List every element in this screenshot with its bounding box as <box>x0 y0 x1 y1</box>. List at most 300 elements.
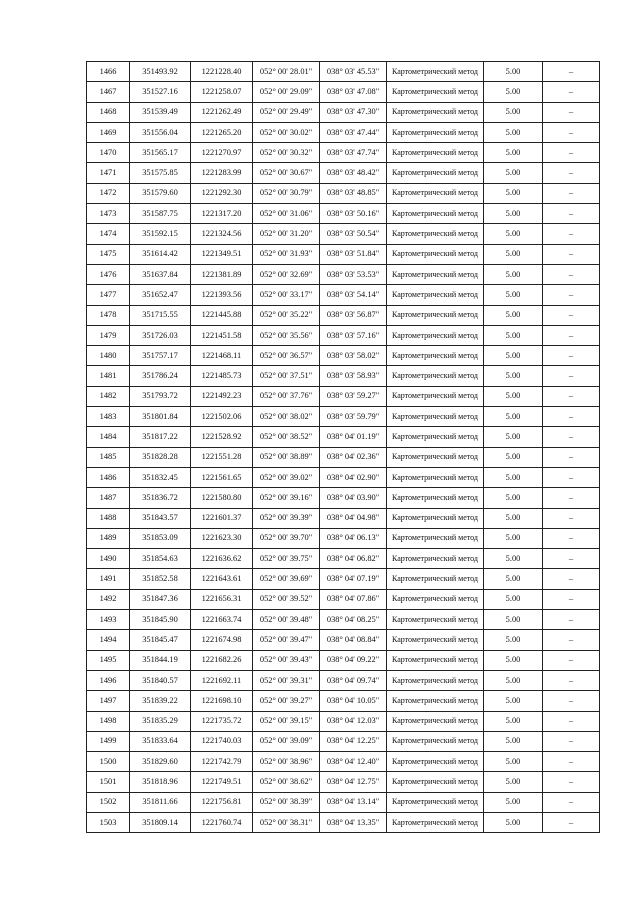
note-cell: – <box>543 285 600 305</box>
point-number-cell: 1500 <box>87 752 130 772</box>
x-coordinate-cell: 351614.42 <box>130 244 191 264</box>
note-cell: – <box>543 589 600 609</box>
table-row <box>87 610 600 630</box>
latitude-cell: 052° 00' 39.16" <box>253 488 320 508</box>
y-coordinate-cell: 1221656.31 <box>191 589 253 609</box>
table-row <box>87 325 600 345</box>
y-coordinate-cell: 1221349.51 <box>191 244 253 264</box>
method-cell: Картометрический метод <box>387 691 484 711</box>
y-coordinate-cell: 1221292.30 <box>191 183 253 203</box>
y-coordinate-cell: 1221623.30 <box>191 528 253 548</box>
table-row <box>87 731 600 751</box>
point-number-cell: 1485 <box>87 447 130 467</box>
accuracy-cell: 5.00 <box>484 467 543 487</box>
table-row <box>87 163 600 183</box>
accuracy-cell: 5.00 <box>484 752 543 772</box>
latitude-cell: 052° 00' 38.89" <box>253 447 320 467</box>
x-coordinate-cell: 351715.55 <box>130 305 191 325</box>
y-coordinate-cell: 1221492.23 <box>191 386 253 406</box>
table-row <box>87 467 600 487</box>
table-row <box>87 528 600 548</box>
note-cell: – <box>543 366 600 386</box>
x-coordinate-cell: 351637.84 <box>130 264 191 284</box>
y-coordinate-cell: 1221674.98 <box>191 630 253 650</box>
y-coordinate-cell: 1221262.49 <box>191 102 253 122</box>
coordinate-table <box>86 61 600 833</box>
point-number-cell: 1502 <box>87 792 130 812</box>
x-coordinate-cell: 351575.85 <box>130 163 191 183</box>
x-coordinate-cell: 351836.72 <box>130 488 191 508</box>
note-cell: – <box>543 630 600 650</box>
x-coordinate-cell: 351829.60 <box>130 752 191 772</box>
point-number-cell: 1472 <box>87 183 130 203</box>
method-cell: Картометрический метод <box>387 792 484 812</box>
latitude-cell: 052° 00' 39.39" <box>253 508 320 528</box>
note-cell: – <box>543 711 600 731</box>
accuracy-cell: 5.00 <box>484 772 543 792</box>
x-coordinate-cell: 351726.03 <box>130 325 191 345</box>
x-coordinate-cell: 351793.72 <box>130 386 191 406</box>
accuracy-cell: 5.00 <box>484 366 543 386</box>
table-row <box>87 204 600 224</box>
y-coordinate-cell: 1221663.74 <box>191 610 253 630</box>
latitude-cell: 052° 00' 37.51" <box>253 366 320 386</box>
accuracy-cell: 5.00 <box>484 670 543 690</box>
method-cell: Картометрический метод <box>387 447 484 467</box>
y-coordinate-cell: 1221258.07 <box>191 82 253 102</box>
note-cell: – <box>543 549 600 569</box>
y-coordinate-cell: 1221740.03 <box>191 731 253 751</box>
longitude-cell: 038° 03' 50.54" <box>320 224 387 244</box>
x-coordinate-cell: 351527.16 <box>130 82 191 102</box>
x-coordinate-cell: 351579.60 <box>130 183 191 203</box>
accuracy-cell: 5.00 <box>484 447 543 467</box>
accuracy-cell: 5.00 <box>484 508 543 528</box>
method-cell: Картометрический метод <box>387 102 484 122</box>
latitude-cell: 052° 00' 39.43" <box>253 650 320 670</box>
latitude-cell: 052° 00' 29.09" <box>253 82 320 102</box>
accuracy-cell: 5.00 <box>484 589 543 609</box>
note-cell: – <box>543 163 600 183</box>
y-coordinate-cell: 1221283.99 <box>191 163 253 183</box>
table-row <box>87 62 600 82</box>
longitude-cell: 038° 04' 02.36" <box>320 447 387 467</box>
table-row <box>87 244 600 264</box>
latitude-cell: 052° 00' 39.52" <box>253 589 320 609</box>
method-cell: Картометрический метод <box>387 670 484 690</box>
method-cell: Картометрический метод <box>387 528 484 548</box>
longitude-cell: 038° 04' 09.22" <box>320 650 387 670</box>
x-coordinate-cell: 351539.49 <box>130 102 191 122</box>
method-cell: Картометрический метод <box>387 143 484 163</box>
y-coordinate-cell: 1221756.81 <box>191 792 253 812</box>
table-row <box>87 630 600 650</box>
y-coordinate-cell: 1221742.79 <box>191 752 253 772</box>
table-row <box>87 650 600 670</box>
note-cell: – <box>543 264 600 284</box>
table-row <box>87 772 600 792</box>
table-row <box>87 102 600 122</box>
longitude-cell: 038° 03' 47.08" <box>320 82 387 102</box>
x-coordinate-cell: 351565.17 <box>130 143 191 163</box>
latitude-cell: 052° 00' 30.67" <box>253 163 320 183</box>
longitude-cell: 038° 04' 03.90" <box>320 488 387 508</box>
longitude-cell: 038° 03' 59.79" <box>320 407 387 427</box>
accuracy-cell: 5.00 <box>484 346 543 366</box>
y-coordinate-cell: 1221445.88 <box>191 305 253 325</box>
method-cell: Картометрический метод <box>387 285 484 305</box>
method-cell: Картометрический метод <box>387 610 484 630</box>
point-number-cell: 1481 <box>87 366 130 386</box>
longitude-cell: 038° 03' 48.42" <box>320 163 387 183</box>
latitude-cell: 052° 00' 38.39" <box>253 792 320 812</box>
y-coordinate-cell: 1221682.26 <box>191 650 253 670</box>
latitude-cell: 052° 00' 38.02" <box>253 407 320 427</box>
x-coordinate-cell: 351818.96 <box>130 772 191 792</box>
longitude-cell: 038° 04' 07.19" <box>320 569 387 589</box>
method-cell: Картометрический метод <box>387 589 484 609</box>
note-cell: – <box>543 346 600 366</box>
x-coordinate-cell: 351587.75 <box>130 204 191 224</box>
table-row <box>87 711 600 731</box>
longitude-cell: 038° 03' 47.44" <box>320 122 387 142</box>
table-row <box>87 407 600 427</box>
note-cell: – <box>543 447 600 467</box>
method-cell: Картометрический метод <box>387 122 484 142</box>
table-row <box>87 812 600 832</box>
latitude-cell: 052° 00' 38.52" <box>253 427 320 447</box>
longitude-cell: 038° 03' 58.02" <box>320 346 387 366</box>
longitude-cell: 038° 04' 12.40" <box>320 752 387 772</box>
coordinate-table-page <box>86 61 599 833</box>
x-coordinate-cell: 351801.84 <box>130 407 191 427</box>
table-row <box>87 488 600 508</box>
table-row <box>87 752 600 772</box>
note-cell: – <box>543 244 600 264</box>
accuracy-cell: 5.00 <box>484 122 543 142</box>
latitude-cell: 052° 00' 38.96" <box>253 752 320 772</box>
method-cell: Картометрический метод <box>387 549 484 569</box>
point-number-cell: 1493 <box>87 610 130 630</box>
accuracy-cell: 5.00 <box>484 285 543 305</box>
latitude-cell: 052° 00' 31.20" <box>253 224 320 244</box>
y-coordinate-cell: 1221760.74 <box>191 812 253 832</box>
accuracy-cell: 5.00 <box>484 812 543 832</box>
accuracy-cell: 5.00 <box>484 224 543 244</box>
table-row <box>87 82 600 102</box>
longitude-cell: 038° 03' 53.53" <box>320 264 387 284</box>
latitude-cell: 052° 00' 39.75" <box>253 549 320 569</box>
longitude-cell: 038° 03' 57.16" <box>320 325 387 345</box>
point-number-cell: 1499 <box>87 731 130 751</box>
latitude-cell: 052° 00' 30.02" <box>253 122 320 142</box>
x-coordinate-cell: 351493.92 <box>130 62 191 82</box>
method-cell: Картометрический метод <box>387 346 484 366</box>
x-coordinate-cell: 351840.57 <box>130 670 191 690</box>
accuracy-cell: 5.00 <box>484 386 543 406</box>
y-coordinate-cell: 1221451.58 <box>191 325 253 345</box>
point-number-cell: 1501 <box>87 772 130 792</box>
point-number-cell: 1483 <box>87 407 130 427</box>
accuracy-cell: 5.00 <box>484 264 543 284</box>
latitude-cell: 052° 00' 31.06" <box>253 204 320 224</box>
x-coordinate-cell: 351556.04 <box>130 122 191 142</box>
note-cell: – <box>543 305 600 325</box>
y-coordinate-cell: 1221561.65 <box>191 467 253 487</box>
y-coordinate-cell: 1221698.10 <box>191 691 253 711</box>
longitude-cell: 038° 04' 07.86" <box>320 589 387 609</box>
method-cell: Картометрический метод <box>387 407 484 427</box>
note-cell: – <box>543 204 600 224</box>
accuracy-cell: 5.00 <box>484 549 543 569</box>
latitude-cell: 052° 00' 39.69" <box>253 569 320 589</box>
note-cell: – <box>543 467 600 487</box>
table-row <box>87 508 600 528</box>
x-coordinate-cell: 351852.58 <box>130 569 191 589</box>
point-number-cell: 1484 <box>87 427 130 447</box>
longitude-cell: 038° 03' 58.93" <box>320 366 387 386</box>
table-row <box>87 143 600 163</box>
note-cell: – <box>543 670 600 690</box>
latitude-cell: 052° 00' 30.32" <box>253 143 320 163</box>
method-cell: Картометрический метод <box>387 204 484 224</box>
longitude-cell: 038° 03' 51.84" <box>320 244 387 264</box>
method-cell: Картометрический метод <box>387 163 484 183</box>
x-coordinate-cell: 351809.14 <box>130 812 191 832</box>
latitude-cell: 052° 00' 38.31" <box>253 812 320 832</box>
note-cell: – <box>543 427 600 447</box>
accuracy-cell: 5.00 <box>484 407 543 427</box>
method-cell: Картометрический метод <box>387 467 484 487</box>
y-coordinate-cell: 1221749.51 <box>191 772 253 792</box>
y-coordinate-cell: 1221551.28 <box>191 447 253 467</box>
y-coordinate-cell: 1221601.37 <box>191 508 253 528</box>
accuracy-cell: 5.00 <box>484 325 543 345</box>
point-number-cell: 1467 <box>87 82 130 102</box>
y-coordinate-cell: 1221381.89 <box>191 264 253 284</box>
method-cell: Картометрический метод <box>387 711 484 731</box>
table-row <box>87 792 600 812</box>
point-number-cell: 1503 <box>87 812 130 832</box>
point-number-cell: 1487 <box>87 488 130 508</box>
note-cell: – <box>543 62 600 82</box>
note-cell: – <box>543 183 600 203</box>
accuracy-cell: 5.00 <box>484 427 543 447</box>
point-number-cell: 1478 <box>87 305 130 325</box>
x-coordinate-cell: 351757.17 <box>130 346 191 366</box>
note-cell: – <box>543 691 600 711</box>
accuracy-cell: 5.00 <box>484 204 543 224</box>
table-row <box>87 691 600 711</box>
point-number-cell: 1496 <box>87 670 130 690</box>
note-cell: – <box>543 325 600 345</box>
y-coordinate-cell: 1221393.56 <box>191 285 253 305</box>
y-coordinate-cell: 1221468.11 <box>191 346 253 366</box>
method-cell: Картометрический метод <box>387 427 484 447</box>
note-cell: – <box>543 812 600 832</box>
y-coordinate-cell: 1221317.20 <box>191 204 253 224</box>
longitude-cell: 038° 03' 59.27" <box>320 386 387 406</box>
method-cell: Картометрический метод <box>387 569 484 589</box>
point-number-cell: 1477 <box>87 285 130 305</box>
method-cell: Картометрический метод <box>387 772 484 792</box>
table-row <box>87 183 600 203</box>
method-cell: Картометрический метод <box>387 264 484 284</box>
latitude-cell: 052° 00' 39.47" <box>253 630 320 650</box>
point-number-cell: 1476 <box>87 264 130 284</box>
latitude-cell: 052° 00' 39.09" <box>253 731 320 751</box>
point-number-cell: 1466 <box>87 62 130 82</box>
longitude-cell: 038° 04' 04.98" <box>320 508 387 528</box>
note-cell: – <box>543 650 600 670</box>
y-coordinate-cell: 1221643.61 <box>191 569 253 589</box>
x-coordinate-cell: 351835.29 <box>130 711 191 731</box>
note-cell: – <box>543 407 600 427</box>
point-number-cell: 1495 <box>87 650 130 670</box>
y-coordinate-cell: 1221485.73 <box>191 366 253 386</box>
latitude-cell: 052° 00' 39.48" <box>253 610 320 630</box>
table-row <box>87 264 600 284</box>
accuracy-cell: 5.00 <box>484 102 543 122</box>
latitude-cell: 052° 00' 39.02" <box>253 467 320 487</box>
latitude-cell: 052° 00' 28.01" <box>253 62 320 82</box>
x-coordinate-cell: 351786.24 <box>130 366 191 386</box>
x-coordinate-cell: 351839.22 <box>130 691 191 711</box>
point-number-cell: 1480 <box>87 346 130 366</box>
y-coordinate-cell: 1221636.62 <box>191 549 253 569</box>
longitude-cell: 038° 03' 50.16" <box>320 204 387 224</box>
point-number-cell: 1470 <box>87 143 130 163</box>
x-coordinate-cell: 351844.19 <box>130 650 191 670</box>
table-row <box>87 589 600 609</box>
longitude-cell: 038° 04' 02.90" <box>320 467 387 487</box>
longitude-cell: 038° 03' 47.30" <box>320 102 387 122</box>
note-cell: – <box>543 508 600 528</box>
longitude-cell: 038° 03' 54.14" <box>320 285 387 305</box>
note-cell: – <box>543 386 600 406</box>
latitude-cell: 052° 00' 32.69" <box>253 264 320 284</box>
table-row <box>87 549 600 569</box>
point-number-cell: 1489 <box>87 528 130 548</box>
x-coordinate-cell: 351853.09 <box>130 528 191 548</box>
accuracy-cell: 5.00 <box>484 731 543 751</box>
point-number-cell: 1486 <box>87 467 130 487</box>
longitude-cell: 038° 04' 10.05" <box>320 691 387 711</box>
point-number-cell: 1471 <box>87 163 130 183</box>
note-cell: – <box>543 528 600 548</box>
x-coordinate-cell: 351592.15 <box>130 224 191 244</box>
y-coordinate-cell: 1221502.06 <box>191 407 253 427</box>
accuracy-cell: 5.00 <box>484 163 543 183</box>
point-number-cell: 1488 <box>87 508 130 528</box>
latitude-cell: 052° 00' 35.22" <box>253 305 320 325</box>
table-row <box>87 366 600 386</box>
latitude-cell: 052° 00' 36.57" <box>253 346 320 366</box>
method-cell: Картометрический метод <box>387 630 484 650</box>
x-coordinate-cell: 351845.47 <box>130 630 191 650</box>
longitude-cell: 038° 04' 12.25" <box>320 731 387 751</box>
point-number-cell: 1494 <box>87 630 130 650</box>
y-coordinate-cell: 1221528.92 <box>191 427 253 447</box>
x-coordinate-cell: 351845.90 <box>130 610 191 630</box>
x-coordinate-cell: 351847.36 <box>130 589 191 609</box>
method-cell: Картометрический метод <box>387 488 484 508</box>
latitude-cell: 052° 00' 35.56" <box>253 325 320 345</box>
accuracy-cell: 5.00 <box>484 691 543 711</box>
accuracy-cell: 5.00 <box>484 62 543 82</box>
longitude-cell: 038° 04' 08.25" <box>320 610 387 630</box>
table-row <box>87 447 600 467</box>
y-coordinate-cell: 1221735.72 <box>191 711 253 731</box>
accuracy-cell: 5.00 <box>484 528 543 548</box>
method-cell: Картометрический метод <box>387 244 484 264</box>
accuracy-cell: 5.00 <box>484 143 543 163</box>
y-coordinate-cell: 1221692.11 <box>191 670 253 690</box>
accuracy-cell: 5.00 <box>484 711 543 731</box>
table-body <box>87 62 600 833</box>
latitude-cell: 052° 00' 30.79" <box>253 183 320 203</box>
note-cell: – <box>543 488 600 508</box>
longitude-cell: 038° 03' 56.87" <box>320 305 387 325</box>
latitude-cell: 052° 00' 37.76" <box>253 386 320 406</box>
note-cell: – <box>543 122 600 142</box>
point-number-cell: 1498 <box>87 711 130 731</box>
method-cell: Картометрический метод <box>387 62 484 82</box>
longitude-cell: 038° 04' 06.13" <box>320 528 387 548</box>
point-number-cell: 1468 <box>87 102 130 122</box>
longitude-cell: 038° 03' 48.85" <box>320 183 387 203</box>
y-coordinate-cell: 1221580.80 <box>191 488 253 508</box>
latitude-cell: 052° 00' 33.17" <box>253 285 320 305</box>
note-cell: – <box>543 224 600 244</box>
longitude-cell: 038° 04' 01.19" <box>320 427 387 447</box>
method-cell: Картометрический метод <box>387 305 484 325</box>
longitude-cell: 038° 04' 13.35" <box>320 812 387 832</box>
method-cell: Картометрический метод <box>387 650 484 670</box>
x-coordinate-cell: 351832.45 <box>130 467 191 487</box>
accuracy-cell: 5.00 <box>484 630 543 650</box>
method-cell: Картометрический метод <box>387 752 484 772</box>
method-cell: Картометрический метод <box>387 82 484 102</box>
note-cell: – <box>543 752 600 772</box>
table-row <box>87 224 600 244</box>
longitude-cell: 038° 04' 09.74" <box>320 670 387 690</box>
table-row <box>87 122 600 142</box>
accuracy-cell: 5.00 <box>484 305 543 325</box>
point-number-cell: 1482 <box>87 386 130 406</box>
method-cell: Картометрический метод <box>387 386 484 406</box>
x-coordinate-cell: 351652.47 <box>130 285 191 305</box>
latitude-cell: 052° 00' 39.15" <box>253 711 320 731</box>
note-cell: – <box>543 772 600 792</box>
table-row <box>87 670 600 690</box>
y-coordinate-cell: 1221324.56 <box>191 224 253 244</box>
accuracy-cell: 5.00 <box>484 183 543 203</box>
note-cell: – <box>543 610 600 630</box>
latitude-cell: 052° 00' 39.70" <box>253 528 320 548</box>
point-number-cell: 1474 <box>87 224 130 244</box>
note-cell: – <box>543 731 600 751</box>
point-number-cell: 1479 <box>87 325 130 345</box>
point-number-cell: 1469 <box>87 122 130 142</box>
accuracy-cell: 5.00 <box>484 610 543 630</box>
x-coordinate-cell: 351828.28 <box>130 447 191 467</box>
point-number-cell: 1473 <box>87 204 130 224</box>
longitude-cell: 038° 04' 06.82" <box>320 549 387 569</box>
table-row <box>87 569 600 589</box>
note-cell: – <box>543 569 600 589</box>
y-coordinate-cell: 1221265.20 <box>191 122 253 142</box>
